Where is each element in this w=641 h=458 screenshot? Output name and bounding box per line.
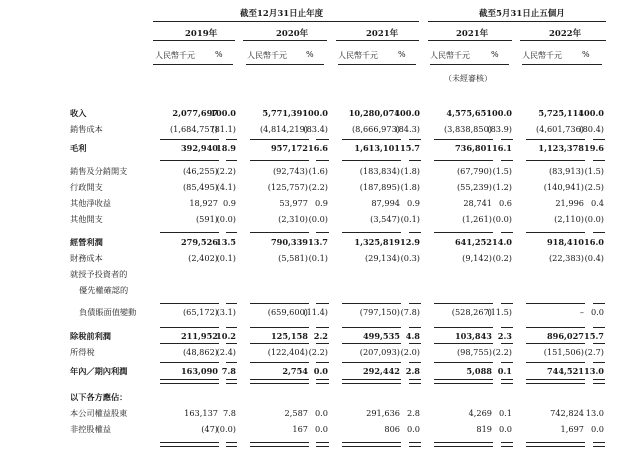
amount-cell: 736,801 xyxy=(454,143,492,153)
unit-percent-header: % xyxy=(306,50,314,59)
amount-cell: (1,261) xyxy=(462,214,492,224)
row-label: 收入 xyxy=(70,108,87,118)
amount-cell: 211,952 xyxy=(180,331,218,341)
row-label: 負債賬面值變動 xyxy=(79,307,137,317)
row-label: 財務成本 xyxy=(70,253,103,263)
percent-cell: (3.1) xyxy=(216,307,236,317)
amount-cell: (3,547) xyxy=(370,214,400,224)
amount-cell: (187,895) xyxy=(359,182,400,192)
percent-cell: 13.7 xyxy=(308,237,328,247)
group-header-five-months: 截至5月31日止五個月 xyxy=(479,9,565,19)
amount-cell: 1,697 xyxy=(560,424,584,434)
percent-cell: (2.2) xyxy=(492,347,512,357)
percent-cell: (83.4) xyxy=(303,124,328,134)
percent-cell: 0.0 xyxy=(314,408,328,418)
percent-cell: (2.0) xyxy=(400,347,420,357)
row-label: 年內／期內利潤 xyxy=(70,366,128,376)
percent-cell: (2.2) xyxy=(216,166,236,176)
percent-cell: 2.2 xyxy=(313,331,328,341)
percent-cell: 12.9 xyxy=(400,237,420,247)
row-label: 銷售成本 xyxy=(70,124,103,134)
amount-cell: 291,636 xyxy=(366,408,400,418)
percent-cell: (1.2) xyxy=(492,182,512,192)
amount-cell: (8,666,973) xyxy=(351,124,400,134)
amount-cell: 744,521 xyxy=(546,366,584,376)
amount-cell: (591) xyxy=(195,214,218,224)
amount-cell: 806 xyxy=(384,424,400,434)
row-label: 除稅前利潤 xyxy=(70,331,111,341)
amount-cell: 5,771,391 xyxy=(262,108,308,118)
amount-cell: (797,150) xyxy=(359,307,400,317)
unit-amount-header: 人民幣千元 xyxy=(430,51,470,60)
amount-cell: (140,941) xyxy=(543,182,584,192)
percent-cell: 16.1 xyxy=(492,143,512,153)
percent-cell: 15.7 xyxy=(400,143,420,153)
amount-cell: 163,090 xyxy=(180,366,218,376)
amount-cell: (83,913) xyxy=(548,166,584,176)
percent-cell: (2.7) xyxy=(584,347,604,357)
percent-cell: (2.2) xyxy=(308,182,328,192)
amount-cell: 392,940 xyxy=(180,143,218,153)
unit-amount-header: 人民幣千元 xyxy=(338,51,378,60)
percent-cell: (11.5) xyxy=(487,307,512,317)
unit-amount-header: 人民幣千元 xyxy=(522,51,562,60)
amount-cell: (48,862) xyxy=(182,347,218,357)
percent-cell: 15.7 xyxy=(584,331,604,341)
amount-cell: (29,134) xyxy=(364,253,400,263)
percent-cell: 100.0 xyxy=(486,108,512,118)
amount-cell: (46,255) xyxy=(182,166,218,176)
percent-cell: (1.8) xyxy=(400,166,420,176)
amount-cell: 167 xyxy=(292,424,308,434)
percent-cell: 0.1 xyxy=(497,366,512,376)
percent-cell: (2.4) xyxy=(216,347,236,357)
amount-cell: (2,110) xyxy=(554,214,584,224)
percent-cell: 0.9 xyxy=(314,198,328,208)
amount-cell: 2,754 xyxy=(282,366,308,376)
amount-cell: (55,239) xyxy=(456,182,492,192)
percent-cell: (0.0) xyxy=(216,214,236,224)
year-header-2021: 2021年 xyxy=(366,29,399,39)
amount-cell: (4,814,219) xyxy=(259,124,308,134)
row-label: 毛利 xyxy=(70,143,87,153)
percent-cell: (84.3) xyxy=(395,124,420,134)
amount-cell: (2,402) xyxy=(188,253,218,263)
percent-cell: 0.0 xyxy=(313,366,328,376)
percent-cell: 0.0 xyxy=(406,424,420,434)
amount-cell: 1,325,819 xyxy=(354,237,400,247)
unit-percent-header: % xyxy=(582,50,590,59)
amount-cell: 21,996 xyxy=(555,198,584,208)
percent-cell: (7.8) xyxy=(400,307,420,317)
row-label: 其他開支 xyxy=(70,214,103,224)
amount-cell: 957,172 xyxy=(270,143,308,153)
amount-cell: 641,252 xyxy=(454,237,492,247)
amount-cell: 10,280,074 xyxy=(348,108,400,118)
unit-percent-header: % xyxy=(398,50,406,59)
row-label: 優先權確認的 xyxy=(79,285,129,295)
amount-cell: (4,601,736) xyxy=(535,124,584,134)
percent-cell: 13.0 xyxy=(585,408,604,418)
amount-cell: 819 xyxy=(476,424,492,434)
amount-cell: (1,684,757) xyxy=(169,124,218,134)
amount-cell: (3,838,850) xyxy=(443,124,492,134)
amount-cell: 4,575,651 xyxy=(446,108,492,118)
year-header-2021-5m: 2021年 xyxy=(456,29,489,39)
percent-cell: (0.0) xyxy=(308,214,328,224)
percent-cell: 16.6 xyxy=(308,143,328,153)
amount-cell: 103,843 xyxy=(454,331,492,341)
amount-cell: 918,410 xyxy=(546,237,584,247)
amount-cell: (151,506) xyxy=(543,347,584,357)
percent-cell: 7.8 xyxy=(222,408,236,418)
percent-cell: 10.2 xyxy=(216,331,236,341)
percent-cell: 2.8 xyxy=(405,366,420,376)
unit-percent-header: % xyxy=(215,50,223,59)
group-header-year-ended: 截至12月31日止年度 xyxy=(240,9,324,19)
row-label: 本公司權益股東 xyxy=(70,408,128,418)
percent-cell: 0.0 xyxy=(498,424,512,434)
percent-cell: 0.9 xyxy=(406,198,420,208)
percent-cell: 7.8 xyxy=(221,366,236,376)
percent-cell: (0.0) xyxy=(584,214,604,224)
percent-cell: 0.1 xyxy=(498,408,512,418)
amount-cell: (528,267) xyxy=(451,307,492,317)
row-label: 其他淨收益 xyxy=(70,198,111,208)
percent-cell: 2.3 xyxy=(497,331,512,341)
unaudited-note: （未經審核） xyxy=(444,74,492,83)
percent-cell: 0.0 xyxy=(590,424,604,434)
amount-cell: 53,977 xyxy=(279,198,308,208)
percent-cell: (1.8) xyxy=(400,182,420,192)
unit-percent-header: % xyxy=(491,50,499,59)
amount-cell: 163,137 xyxy=(184,408,218,418)
percent-cell: (1.6) xyxy=(308,166,328,176)
percent-cell: (0.1) xyxy=(216,253,236,263)
amount-cell: 742,824 xyxy=(550,408,584,418)
amount-cell: 279,526 xyxy=(180,237,218,247)
amount-cell: 5,725,114 xyxy=(538,108,584,118)
row-label: 行政開支 xyxy=(70,182,103,192)
amount-cell: (2,310) xyxy=(278,214,308,224)
amount-cell: 125,158 xyxy=(270,331,308,341)
amount-cell: – xyxy=(579,307,584,317)
amount-cell: (22,383) xyxy=(548,253,584,263)
unit-amount-header: 人民幣千元 xyxy=(247,51,287,60)
amount-cell: 896,027 xyxy=(546,331,584,341)
percent-cell: (0.1) xyxy=(400,214,420,224)
amount-cell: 18,927 xyxy=(189,198,218,208)
row-label: 銷售及分銷開支 xyxy=(70,166,128,176)
percent-cell: 0.6 xyxy=(498,198,512,208)
percent-cell: 0.0 xyxy=(314,424,328,434)
amount-cell: 4,269 xyxy=(468,408,492,418)
percent-cell: 13.0 xyxy=(584,366,604,376)
percent-cell: (4.1) xyxy=(216,182,236,192)
percent-cell: (2.5) xyxy=(584,182,604,192)
percent-cell: 100.0 xyxy=(394,108,420,118)
percent-cell: 2.8 xyxy=(406,408,420,418)
percent-cell: 13.5 xyxy=(216,237,236,247)
percent-cell: 14.0 xyxy=(492,237,512,247)
amount-cell: 1,123,378 xyxy=(538,143,584,153)
amount-cell: (125,757) xyxy=(267,182,308,192)
amount-cell: (183,834) xyxy=(359,166,400,176)
percent-cell: 0.4 xyxy=(590,198,604,208)
amount-cell: (659,600) xyxy=(267,307,308,317)
percent-cell: 19.6 xyxy=(584,143,604,153)
percent-cell: 0.0 xyxy=(590,307,604,317)
year-header-2020: 2020年 xyxy=(276,29,309,39)
percent-cell: (0.0) xyxy=(492,214,512,224)
amount-cell: 790,339 xyxy=(270,237,308,247)
amount-cell: 87,994 xyxy=(371,198,400,208)
row-label: 經營利潤 xyxy=(70,237,103,247)
percent-cell: (0.4) xyxy=(584,253,604,263)
amount-cell: (67,790) xyxy=(456,166,492,176)
amount-cell: (98,755) xyxy=(456,347,492,357)
amount-cell: (65,172) xyxy=(182,307,218,317)
amount-cell: (47) xyxy=(201,424,218,434)
year-header-2019: 2019年 xyxy=(185,29,218,39)
row-label: 就授予投資者的 xyxy=(70,269,128,279)
amount-cell: 5,088 xyxy=(466,366,492,376)
percent-cell: (0.3) xyxy=(400,253,420,263)
row-label: 以下各方應佔： xyxy=(70,392,128,402)
row-label: 非控股權益 xyxy=(70,424,111,434)
amount-cell: 2,077,697 xyxy=(172,108,218,118)
amount-cell: 292,442 xyxy=(362,366,400,376)
percent-cell: 18.9 xyxy=(216,143,236,153)
percent-cell: (0.0) xyxy=(216,424,236,434)
percent-cell: (1.5) xyxy=(492,166,512,176)
amount-cell: (207,093) xyxy=(359,347,400,357)
amount-cell: (5,581) xyxy=(278,253,308,263)
percent-cell: 4.8 xyxy=(405,331,420,341)
percent-cell: (2.2) xyxy=(308,347,328,357)
percent-cell: (1.5) xyxy=(584,166,604,176)
amount-cell: (122,404) xyxy=(267,347,308,357)
percent-cell: 100.0 xyxy=(302,108,328,118)
amount-cell: 2,587 xyxy=(284,408,308,418)
percent-cell: 0.9 xyxy=(222,198,236,208)
amount-cell: (9,142) xyxy=(462,253,492,263)
amount-cell: (85,495) xyxy=(182,182,218,192)
percent-cell: (81.1) xyxy=(211,124,236,134)
percent-cell: 100.0 xyxy=(578,108,604,118)
row-label: 所得稅 xyxy=(70,347,95,357)
year-header-2022-5m: 2022年 xyxy=(549,29,582,39)
percent-cell: (0.2) xyxy=(492,253,512,263)
amount-cell: (92,743) xyxy=(272,166,308,176)
percent-cell: (11.4) xyxy=(303,307,328,317)
percent-cell: (80.4) xyxy=(579,124,604,134)
percent-cell: (0.1) xyxy=(308,253,328,263)
percent-cell: (83.9) xyxy=(487,124,512,134)
unit-amount-header: 人民幣千元 xyxy=(155,51,195,60)
amount-cell: 28,741 xyxy=(463,198,492,208)
percent-cell: 100.0 xyxy=(210,108,236,118)
amount-cell: 1,613,101 xyxy=(354,143,400,153)
percent-cell: 16.0 xyxy=(584,237,604,247)
amount-cell: 499,535 xyxy=(362,331,400,341)
